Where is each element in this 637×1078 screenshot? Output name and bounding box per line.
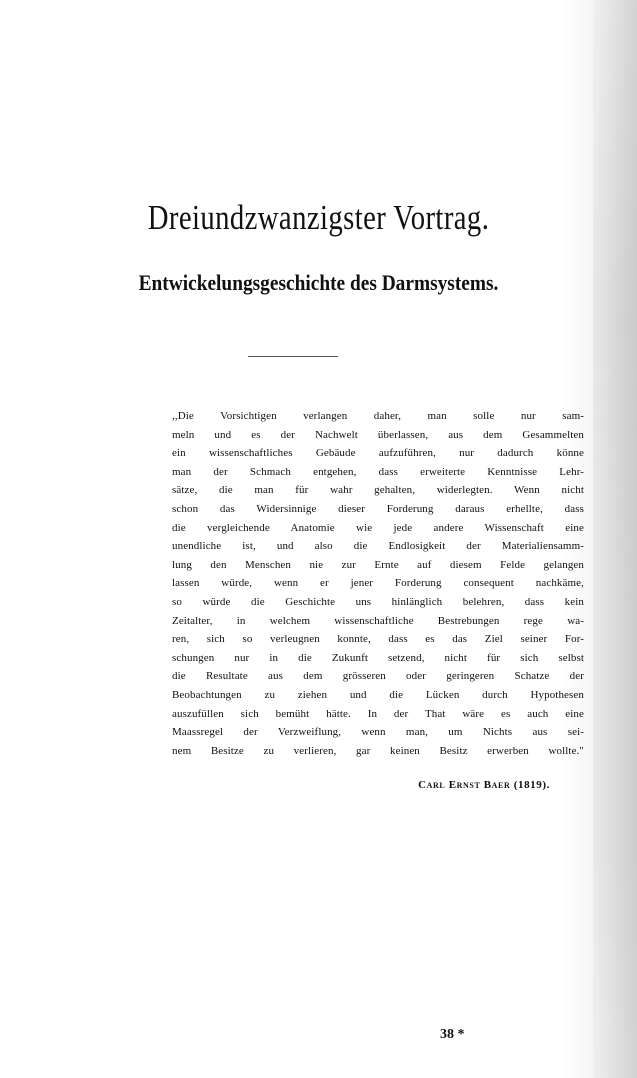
quote-line: Beobachtungen zu ziehen und die Lücken durch Hypothesen: [172, 688, 584, 701]
quote-line: man der Schmach entgehen, dass erweiterte Kenntnisse Lehr-: [172, 465, 584, 478]
quote-line: lassen würde, wenn er jener Forderung consequent nachkäme,: [172, 577, 584, 590]
page-number: 38 *: [440, 1027, 465, 1042]
epigraph-quote: [172, 407, 584, 760]
quote-line: lung den Menschen nie zur Ernte auf diesem Felde gelangen: [172, 558, 584, 571]
quote-line: ein wissenschaftliches Gebäude aufzuführen, nur dadurch könne: [172, 447, 584, 460]
quote-line: nem Besitze zu verlieren, gar keinen Besitz erwerben wollte.": [172, 744, 584, 757]
quote-attribution: Carl Ernst Baer (1819).: [418, 779, 550, 791]
quote-line: sätze, die man für wahr gehalten, widerlegten. Wenn nicht: [172, 484, 584, 497]
quote-line: die vergleichende Anatomie wie jede andere Wissenschaft eine: [172, 521, 584, 534]
divider-rule: [248, 356, 338, 357]
quote-line: auszufüllen sich bemüht hätte. In der That wäre es auch eine: [172, 707, 584, 720]
quote-line: so würde die Geschichte uns hinlänglich belehren, dass kein: [172, 595, 584, 608]
quote-line: ,,Die Vorsichtigen verlangen daher, man solle nur sam-: [172, 410, 584, 422]
quote-line: ren, sich so verleugnen konnte, dass es das Ziel seiner For-: [172, 633, 584, 646]
lecture-subtitle: Entwickelungsgeschichte des Darmsystems.: [138, 270, 499, 295]
quote-line: unendliche ist, und also die Endlosigkeit der Materialiensamm-: [172, 540, 584, 553]
quote-line: die Resultate aus dem grösseren oder geringeren Schatze der: [172, 670, 584, 683]
quote-line: meln und es der Nachwelt überlassen, aus dem Gesammelten: [172, 428, 584, 441]
lecture-title: Dreiundzwanzigster Vortrag.: [147, 198, 490, 237]
quote-line: Zeitalter, in welchem wissenschaftliche Bestrebungen rege wa-: [172, 614, 584, 627]
page-edge-shadow: [593, 0, 637, 1078]
quote-line: schungen nur in die Zukunft setzend, nicht für sich selbst: [172, 651, 584, 664]
quote-line: schon das Widersinnige dieser Forderung daraus erhellte, dass: [172, 502, 584, 515]
quote-line: Maassregel der Verzweiflung, wenn man, um Nichts aus sei-: [172, 726, 584, 739]
